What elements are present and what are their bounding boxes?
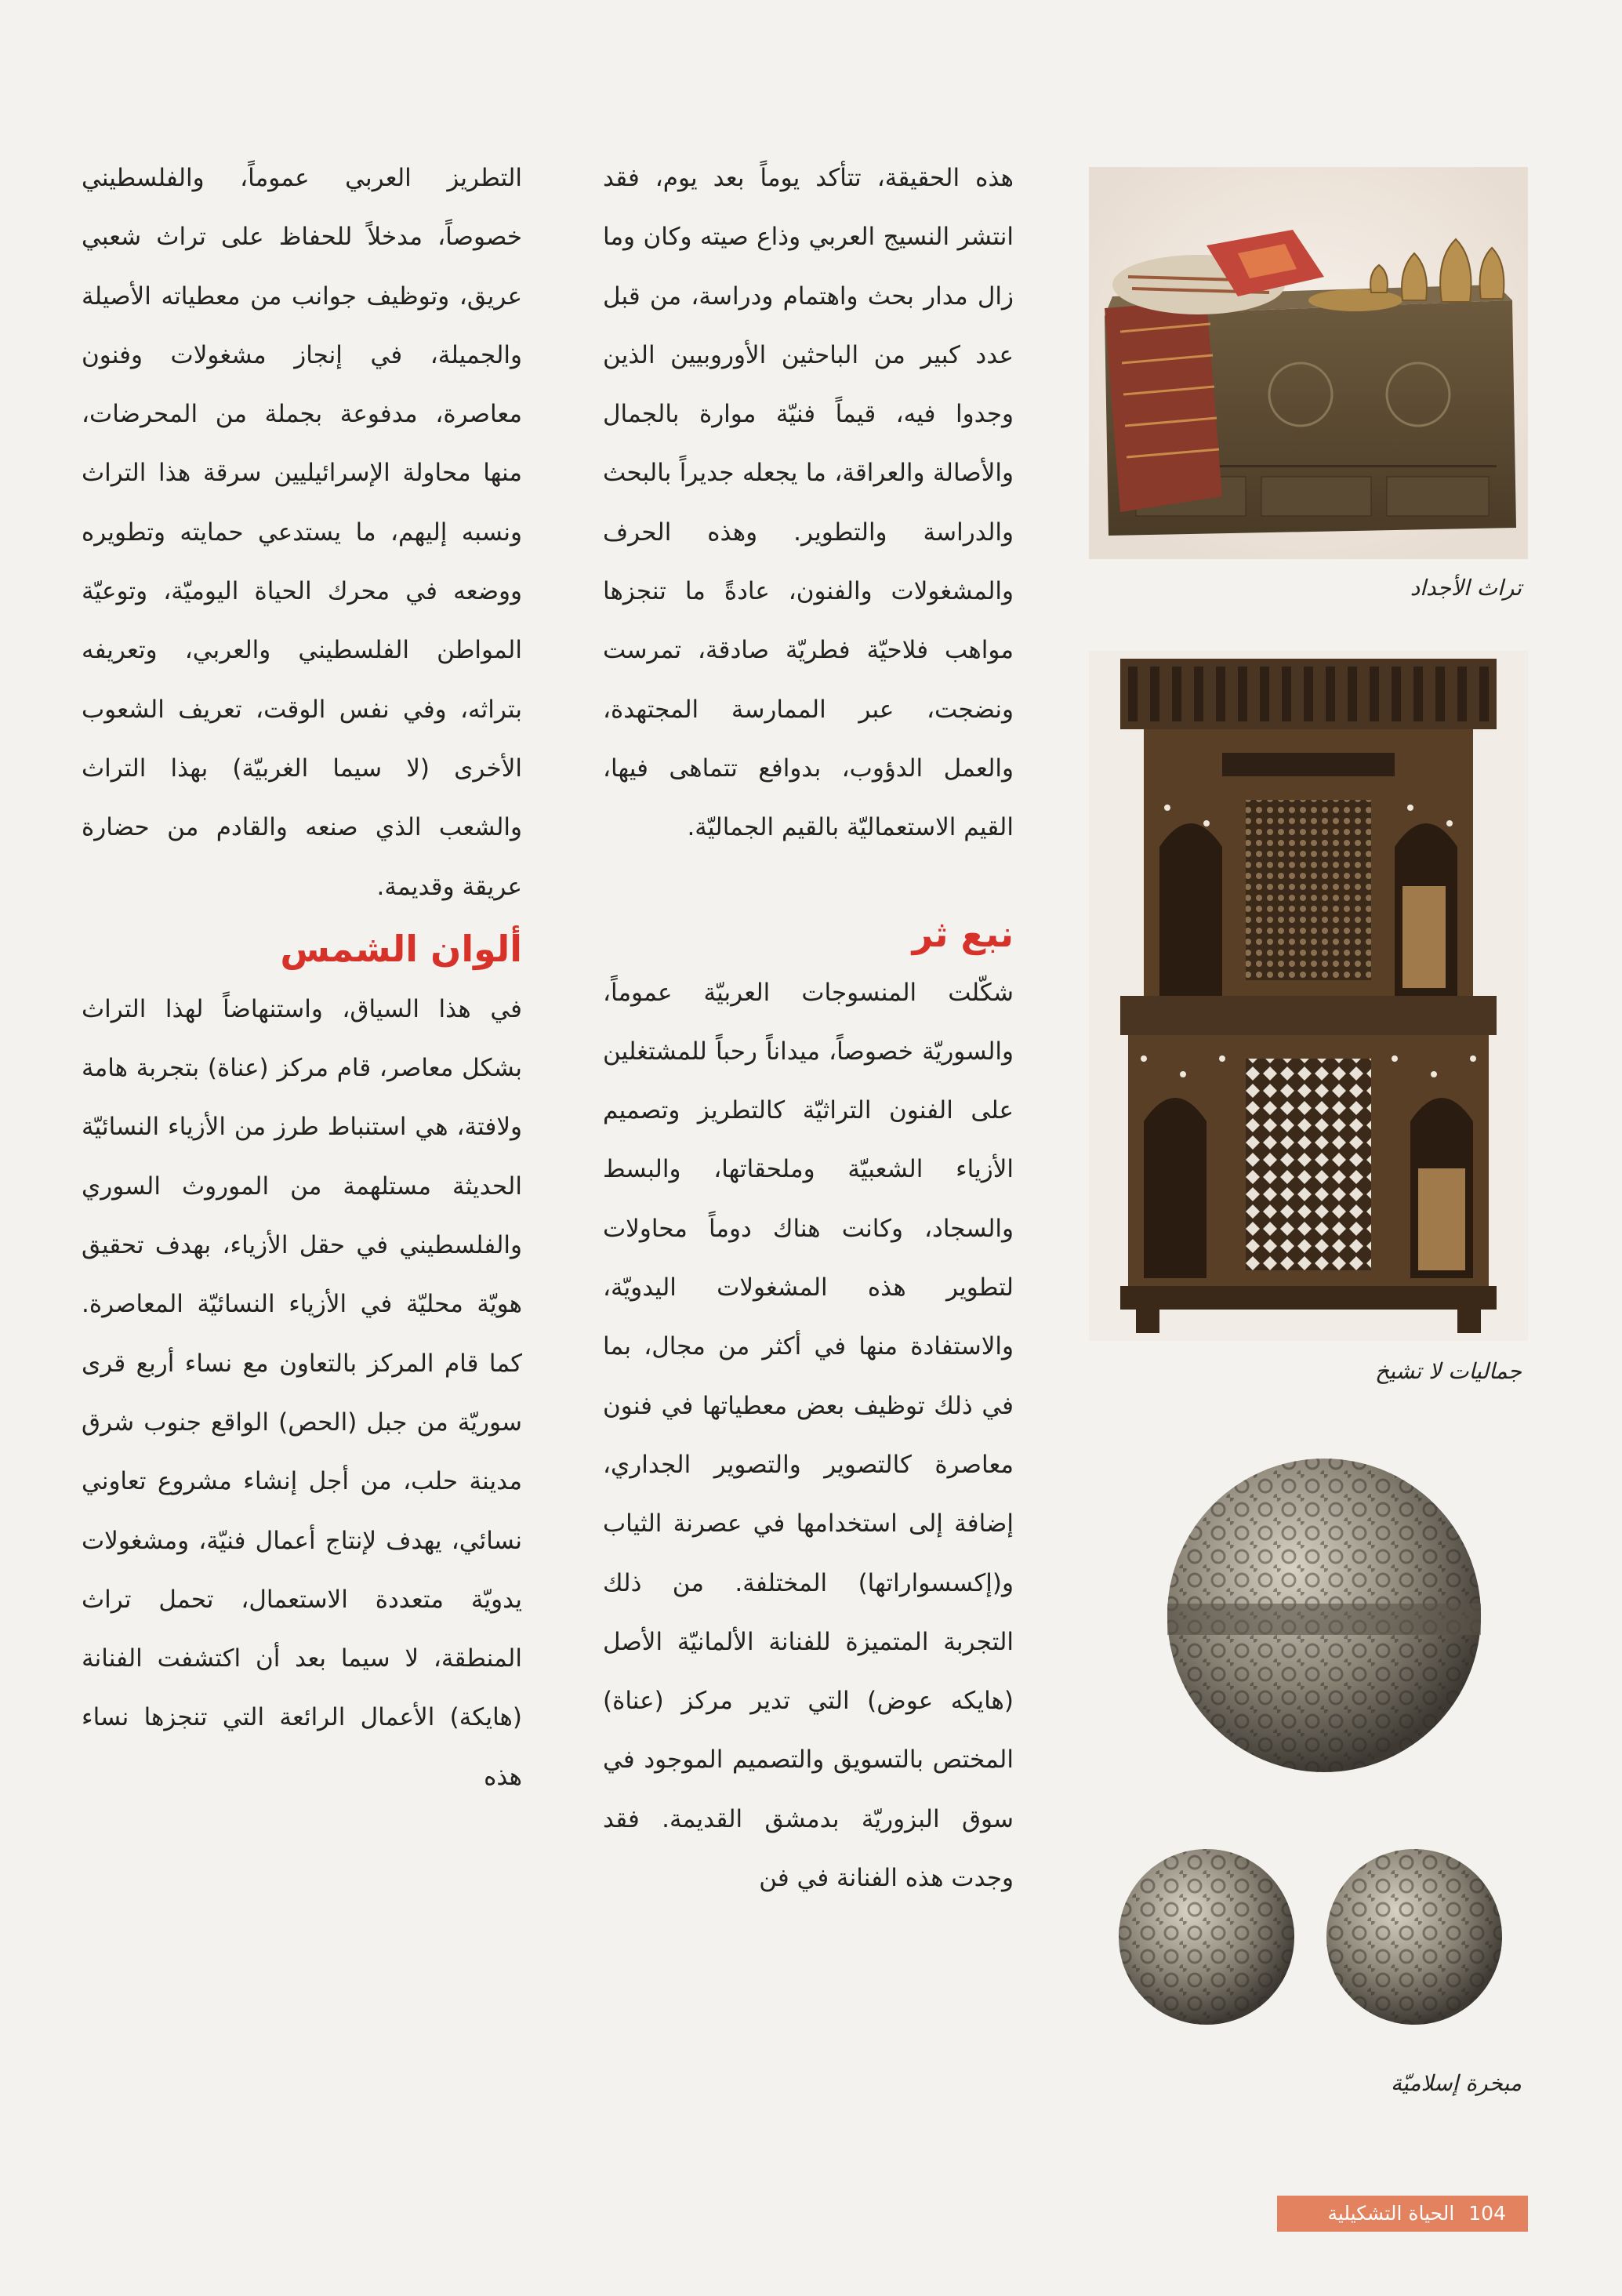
cabinet-illustration [1089, 651, 1528, 1341]
chest-photo [1089, 167, 1528, 559]
caption-aesthetics: جماليات لا تشيخ [1375, 1358, 1522, 1384]
caption-incense: مبخرة إسلاميّة [1391, 2070, 1522, 2096]
paragraph-left-1: التطريز العربي عموماً، والفلسطيني خصوصاً، مدخلاً للحفاظ على تراث شعبي عريق، وتوظيف جوانب من معطياته الأصيلة والجميلة، في إنجاز مشغولات وفنون معاصرة، مدفوعة بجملة من المحرضات، منها محاولة الإسرائيليين سرقة هذا التراث ونسبه إليهم، ما يستدعي حمايته وتطويره ووضعه في محرك الحياة اليوميّة، وتوعيّة المواطن الفلسطيني والعربي، وتعريفه بتراثه، وفي نفس الوقت، تعريف الشعوب الأخرى (لا سيما الغربيّة) بهذا التراث والشعب الذي صنعه والقادم من حضارة عريقة وقديمة. [82, 164, 522, 901]
paragraph-mid-1: هذه الحقيقة، تتأكد يوماً بعد يوم، فقد انتشر النسيج العربي وذاع صيته وكان وما زال مدار بحث واهتمام ودراسة، من قبل عدد كبير من الباحثين الأوروبيين الذين وجدوا فيه، قيماً فنيّة موارة بالجمال والأصالة والعراقة، ما يجعله جديراً بالبحث والدراسة والتطوير. وهذه الحرف والمشغولات والفنون، عادةً ما تنجزها مواهب فلاحيّة فطريّة صادقة، تمرست ونضجت، عبر الممارسة المجتهدة، والعمل الدؤوب، بدوافع تتماهى فيها، القيم الاستعماليّة بالقيم الجماليّة. [603, 164, 1014, 842]
text-column-middle [603, 149, 1014, 1908]
page-number: 104 [1468, 2202, 1506, 2225]
paragraph-mid-2: شكّلت المنسوجات العربيّة عموماً، والسوريّة خصوصاً، ميداناً رحباً للمشتغلين على الفنون التراثيّة كالتطريز وتصميم الأزياء الشعبيّة وملحقاتها، والبسط والسجاد، وكانت هناك دوماً محاولات لتطوير هذه المشغولات اليدويّة، والاستفادة منها في أكثر من مجال، بما في ذلك توظيف بعض معطياتها في فنون معاصرة كالتصوير والتصوير الجداري، إضافة إلى استخدامها في عصرنة الثياب و(إكسسواراتها) المختلفة. من ذلك التجربة المتميزة للفنانة الألمانيّة الأصل (هايكه عوض) التي تدير مركز (عناة) المختص بالتسويق والتصميم الموجود في سوق البزوريّة بدمشق القديمة. فقد وجدت هذه الفنانة في فن [603, 978, 1014, 1893]
section-heading-sun-colors: ألوان الشمس [280, 927, 522, 970]
caption-heritage: تراث الأجداد [1410, 575, 1522, 601]
chest-illustration [1089, 167, 1528, 559]
magazine-name: الحياة التشكيلية [1327, 2202, 1455, 2225]
text-column-left [82, 149, 522, 1807]
figure-incense-burner [1089, 1451, 1528, 2096]
incense-burner-photo [1089, 1451, 1528, 2062]
section-heading-spring: نبع ثر [912, 912, 1014, 955]
figure-cabinet [1089, 651, 1528, 1384]
cabinet-photo [1089, 651, 1528, 1341]
figure-heritage-chest [1089, 167, 1528, 601]
page-footer [1277, 2196, 1528, 2232]
paragraph-left-2: في هذا السياق، واستنهاضاً لهذا التراث بشكل معاصر، قام مركز (عناة) بتجربة هامة ولافتة، هي استنباط طرز من الأزياء النسائيّة الحديثة مستلهمة من الموروث السوري والفلسطيني في حقل الأزياء، بهدف تحقيق هويّة محليّة في الأزياء النسائيّة المعاصرة. كما قام المركز بالتعاون مع نساء أربع قرى سوريّة من جبل (الحص) الواقع جنوب شرق مدينة حلب، من أجل إنشاء مشروع تعاوني نسائي، يهدف لإنتاج أعمال فنيّة، ومشغولات يدويّة متعددة الاستعمال، تحمل تراث المنطقة، لا سيما بعد أن اكتشفت الفنانة (هايكة) الأعمال الرائعة التي تنجزها نساء هذه [82, 994, 522, 1791]
incense-burner-illustration [1089, 1451, 1528, 2062]
